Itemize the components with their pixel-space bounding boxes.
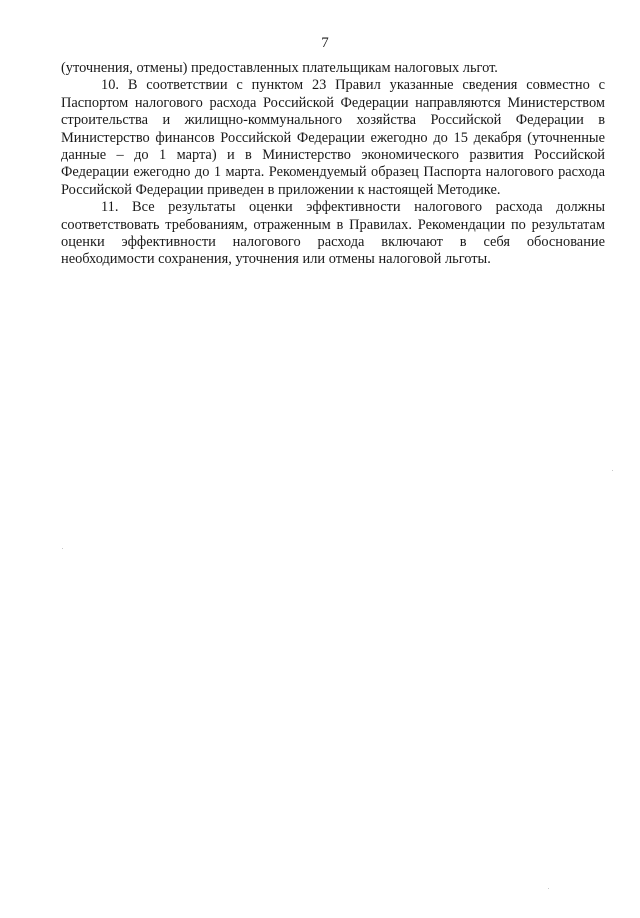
scan-speck: [62, 548, 63, 549]
document-body: [61, 60, 605, 269]
scan-speck: [612, 470, 613, 471]
page-number: 7: [321, 35, 329, 51]
paragraph-item-11: 11. Все результаты оценки эффективности налогового расхода должны соответствовать требованиям, отраженным в Правилах. Рекомендации по результатам оценки эффективности налогового расхода включают в себя обоснование необходимости сохранения, уточнения или отмены налоговой льготы.: [61, 199, 605, 268]
paragraph-item-10: 10. В соответствии с пунктом 23 Правил указанные сведения совместно с Паспортом налогового расхода Российской Федерации направляются Министерством строительства и жилищно-коммунального хозяйства Российской Федерации в Министерство финансов Российской Федерации ежегодно до 15 декабря (уточненные данные – до 1 марта) и в Министерство экономического развития Российской Федерации ежегодно до 1 марта. Рекомендуемый образец Паспорта налогового расхода Российской Федерации приведен в приложении к настоящей Методике.: [61, 77, 605, 198]
paragraph-continuation: (уточнения, отмены) предоставленных плательщикам налоговых льгот.: [61, 60, 498, 76]
scan-speck: [548, 888, 549, 889]
